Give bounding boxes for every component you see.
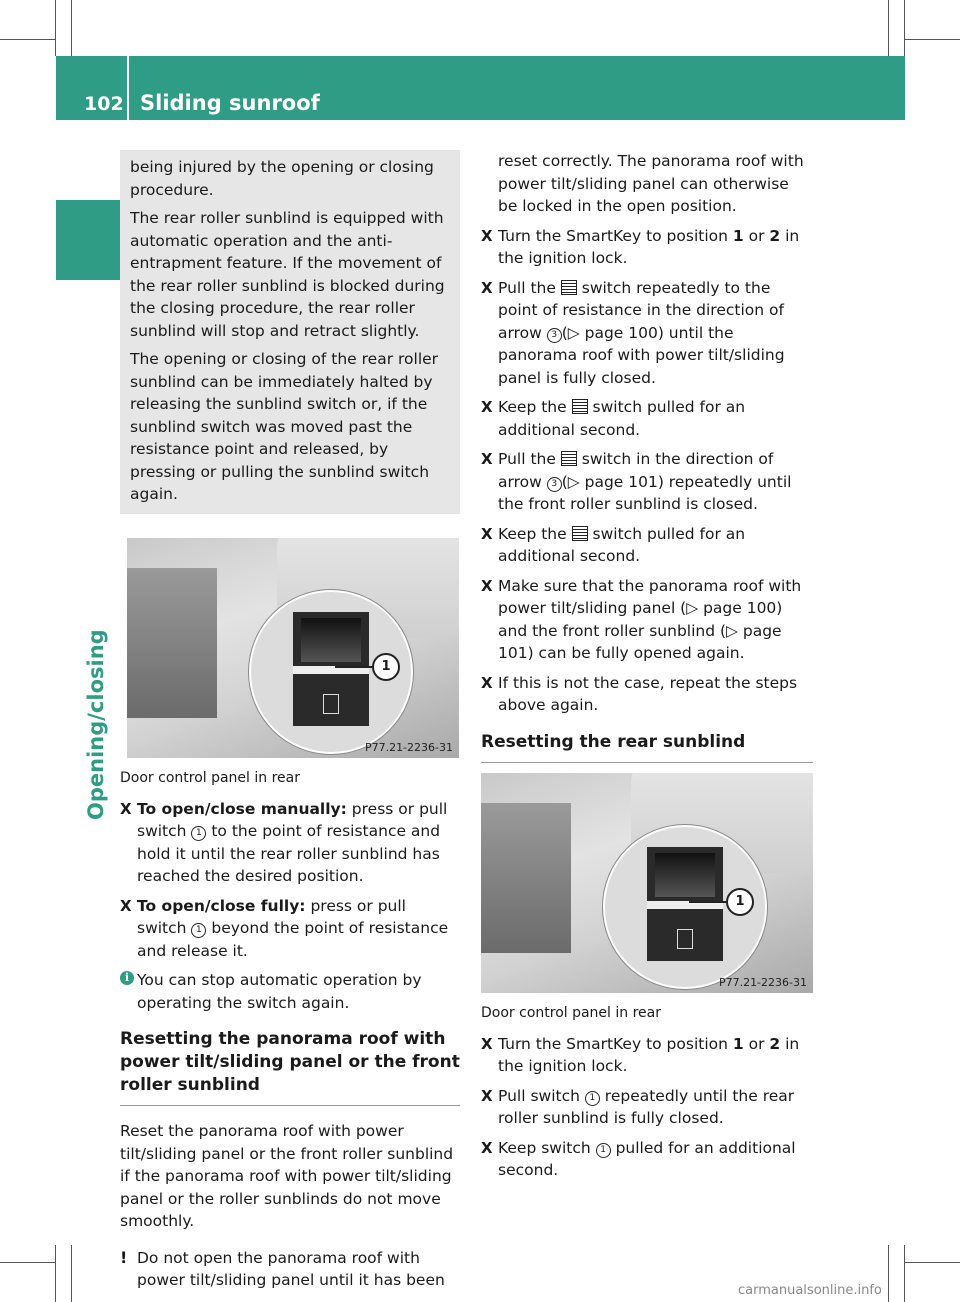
- step-marker: X: [120, 896, 132, 915]
- number-3-icon: 3: [547, 477, 562, 492]
- number-1-icon: 1: [191, 923, 206, 938]
- door-panel-shape: [127, 568, 217, 718]
- callout-1: 1: [372, 653, 400, 681]
- crop-mark: [904, 0, 905, 56]
- door-panel-shape: [481, 803, 571, 953]
- step-marker: X: [120, 799, 132, 818]
- step-marker: X: [481, 278, 493, 297]
- page-title: Sliding sunroof: [140, 91, 320, 115]
- warning-icon: !: [120, 1247, 128, 1267]
- crop-mark: [0, 1262, 56, 1263]
- warning-note: ! Do not open the panorama roof with power tilt/sliding panel until it has been: [120, 1247, 445, 1289]
- image-caption: Door control panel in rear: [120, 769, 300, 786]
- step-marker: X: [481, 524, 493, 543]
- step-marker: X: [481, 450, 493, 468]
- number-1-icon: 1: [585, 1091, 600, 1106]
- switch-symbol-icon: [561, 451, 577, 466]
- crop-mark: [71, 1245, 72, 1302]
- crop-mark: [905, 1262, 960, 1263]
- switch-symbol-icon: [572, 526, 588, 541]
- section-heading: Resetting the panorama roof with power tilt/sliding panel or the front roller sunblind: [120, 1029, 460, 1095]
- number-1-icon: 1: [191, 826, 206, 841]
- callout-line: [689, 901, 727, 903]
- switch-symbol-icon: [572, 399, 588, 414]
- number-1-icon: 1: [596, 1143, 611, 1158]
- step: X To open/close manually: press or pull switch 1 to the point of resistance and hold it until the rear roller sunblind has reached the desired position.: [120, 799, 448, 885]
- right-column: [481, 150, 813, 1189]
- side-tab: [56, 200, 128, 280]
- door-control-panel-image: [481, 773, 813, 993]
- heading-rule: [120, 1105, 460, 1106]
- step: X Turn the SmartKey to position 1 or 2 in the ignition lock.: [481, 1034, 800, 1075]
- warning-text: being injured by the opening or closing procedure.: [130, 158, 434, 199]
- step: X Make sure that the panorama roof with power tilt/sliding panel (▷ page 100) and the front roller sunblind (▷ page 101) can be fully opened again.: [481, 576, 802, 662]
- callout-1: 1: [726, 888, 754, 916]
- side-label-text: Opening/closing: [84, 629, 108, 820]
- heading-rule: [481, 762, 813, 763]
- continued-text: reset correctly. The panorama roof with power tilt/sliding panel can otherwise be locked in the open position.: [498, 152, 804, 215]
- sunblind-switch: [647, 847, 723, 961]
- crop-mark: [71, 0, 72, 56]
- number-3-icon: 3: [547, 328, 562, 343]
- header-divider: [127, 56, 129, 120]
- crop-mark: [888, 1245, 889, 1302]
- warning-text: The rear roller sunblind is equipped with automatic operation and the anti-entrapment feature. If the movement of the rear roller sunblind is blocked during the closing procedure, the rear roller sunblind will stop and retract slightly.: [130, 209, 445, 340]
- door-control-panel-image: [127, 538, 459, 758]
- step-marker: X: [481, 226, 493, 245]
- section-heading: Resetting the rear sunblind: [481, 731, 746, 752]
- callout-line: [335, 666, 373, 668]
- step-marker: X: [481, 673, 493, 692]
- image-reference: P77.21-2236-31: [718, 975, 807, 989]
- image-caption: Door control panel in rear: [481, 1004, 661, 1021]
- info-icon: i: [120, 971, 134, 985]
- left-column: [120, 150, 460, 1292]
- step-marker: X: [481, 1086, 493, 1105]
- warning-text: The opening or closing of the rear roller sunblind can be immediately halted by releasing the sunblind switch or, if the sunblind switch was moved past the resistance point and released, by pressing or pulling the sunblind switch again.: [130, 350, 439, 503]
- step: X If this is not the case, repeat the steps above again.: [481, 673, 798, 714]
- paragraph: Reset the panorama roof with power tilt/sliding panel or the front roller sunblind if the panorama roof with power tilt/sliding panel or the roller sunblinds do not move smoothly.: [120, 1122, 454, 1230]
- page-number: 102: [84, 93, 124, 115]
- image-reference: P77.21-2236-31: [364, 740, 453, 754]
- step-marker: X: [481, 398, 493, 416]
- step-marker: X: [481, 576, 493, 595]
- step: X Keep the switch pulled for an additional second.: [481, 398, 746, 439]
- step: X Keep switch 1 pulled for an additional second.: [481, 1138, 796, 1179]
- crop-mark: [55, 0, 56, 56]
- step: X Pull switch 1 repeatedly until the rear roller sunblind is fully closed.: [481, 1086, 795, 1127]
- switch-symbol-icon: [561, 280, 577, 295]
- step-marker: X: [481, 1138, 493, 1157]
- crop-mark: [904, 1245, 905, 1302]
- step: X Keep the switch pulled for an additional second.: [481, 524, 746, 565]
- crop-mark: [55, 1245, 56, 1302]
- crop-mark: [0, 39, 56, 40]
- info-note: i You can stop automatic operation by operating the switch again.: [120, 969, 460, 1014]
- sunblind-switch: [293, 612, 369, 726]
- step-marker: X: [481, 1034, 493, 1053]
- crop-mark: [905, 39, 960, 40]
- warning-box: [120, 150, 460, 514]
- step: X To open/close fully: press or pull switch 1 beyond the point of resistance and release it.: [120, 896, 449, 960]
- step: X Turn the SmartKey to position 1 or 2 in the ignition lock.: [481, 226, 800, 267]
- crop-mark: [888, 0, 889, 56]
- step: X Pull the switch repeatedly to the point of resistance in the direction of arrow 3 (▷ page 100) until the panorama roof with power tilt/sliding panel is fully closed.: [481, 278, 785, 387]
- side-label: [84, 629, 114, 1120]
- step: X Pull the switch in the direction of arrow 3 (▷ page 101) repeatedly until the front roller sunblind is closed.: [481, 450, 792, 513]
- footer-watermark[interactable]: carmanualsonline.info: [738, 1283, 882, 1298]
